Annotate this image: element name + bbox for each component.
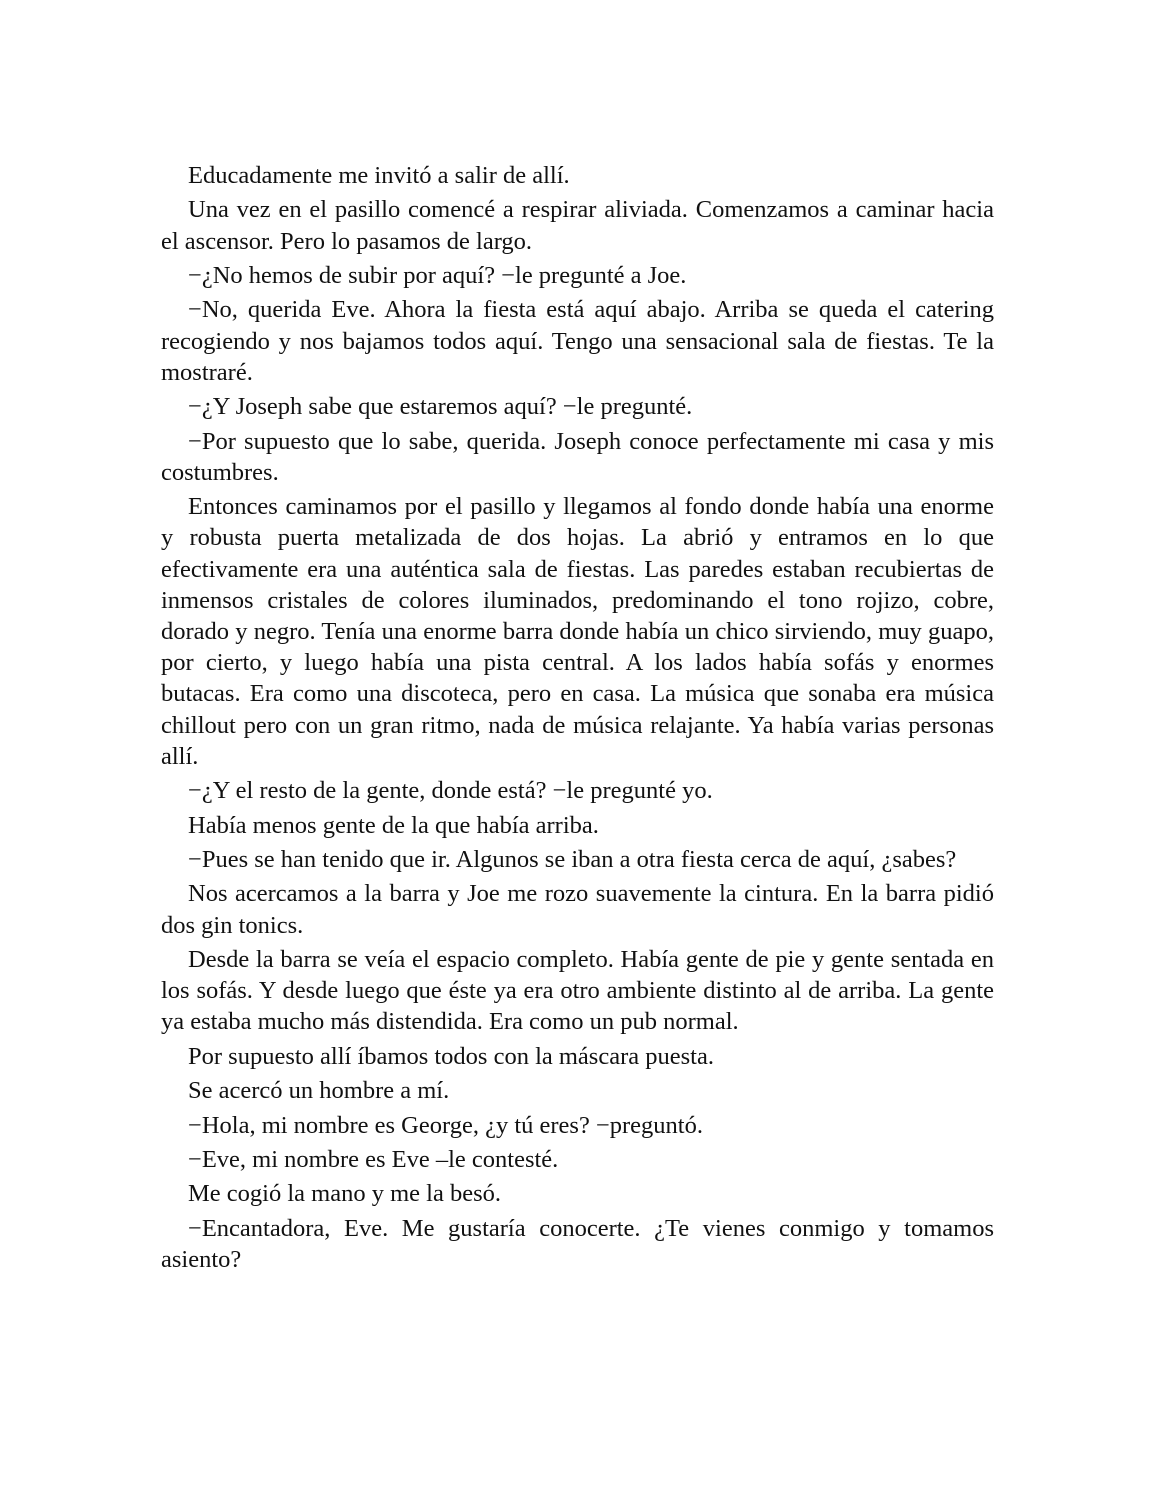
- paragraph: Desde la barra se veía el espacio completo. Había gente de pie y gente sentada en los sofás. Y desde luego que éste ya era otro ambiente distinto al de arriba. La gente ya estaba mucho más distendida. Era como un pub normal.: [161, 945, 994, 1036]
- paragraph: −¿Y Joseph sabe que estaremos aquí? −le pregunté.: [188, 393, 693, 421]
- paragraph: Me cogió la mano y me la besó.: [188, 1180, 501, 1208]
- paragraph: −¿Y el resto de la gente, donde está? −le pregunté yo.: [188, 777, 713, 805]
- paragraph: −Hola, mi nombre es George, ¿y tú eres? −preguntó.: [188, 1111, 703, 1139]
- paragraph: Entonces caminamos por el pasillo y llegamos al fondo donde había una enorme y robusta puerta metalizada de dos hojas. La abrió y entramos en lo que efectivamente era una auténtica sala de fiestas. Las paredes estaban recubiertas de inmensos cristales de colores iluminados, predominando el tono rojizo, cobre, dorado y negro. Tenía una enorme barra donde había un chico sirviendo, muy guapo, por cierto, y luego había una pista central. A los lados había sofás y enormes butacas. Era como una discoteca, pero en casa. La música que sonaba era música chillout pero con un gran ritmo, nada de música relajante. Ya había varias personas allí.: [161, 493, 994, 770]
- paragraph: −Por supuesto que lo sabe, querida. Joseph conoce perfectamente mi casa y mis costumbres.: [161, 427, 994, 486]
- paragraph: −Pues se han tenido que ir. Algunos se iban a otra fiesta cerca de aquí, ¿sabes?: [188, 845, 957, 873]
- paragraph: −No, querida Eve. Ahora la fiesta está aquí abajo. Arriba se queda el catering recogiendo y nos bajamos todos aquí. Tengo una sensacional sala de fiestas. Te la mostraré.: [161, 296, 994, 386]
- paragraph: Por supuesto allí íbamos todos con la máscara puesta.: [188, 1042, 714, 1070]
- paragraph: Se acercó un hombre a mí.: [188, 1077, 450, 1105]
- paragraph: −Encantadora, Eve. Me gustaría conocerte. ¿Te vienes conmigo y tomamos asiento?: [161, 1214, 994, 1273]
- paragraph: Nos acercamos a la barra y Joe me rozo suavemente la cintura. En la barra pidió dos gin tonics.: [161, 880, 994, 939]
- paragraph: Había menos gente de la que había arriba.: [188, 811, 599, 839]
- paragraph: Educadamente me invitó a salir de allí.: [188, 162, 570, 189]
- body-text: [161, 160, 994, 1278]
- paragraph: Una vez en el pasillo comencé a respirar aliviada. Comenzamos a caminar hacia el ascensor. Pero lo pasamos de largo.: [161, 196, 994, 255]
- paragraph: −¿No hemos de subir por aquí? −le pregunté a Joe.: [188, 261, 687, 289]
- paragraph: −Eve, mi nombre es Eve –le contesté.: [188, 1145, 559, 1173]
